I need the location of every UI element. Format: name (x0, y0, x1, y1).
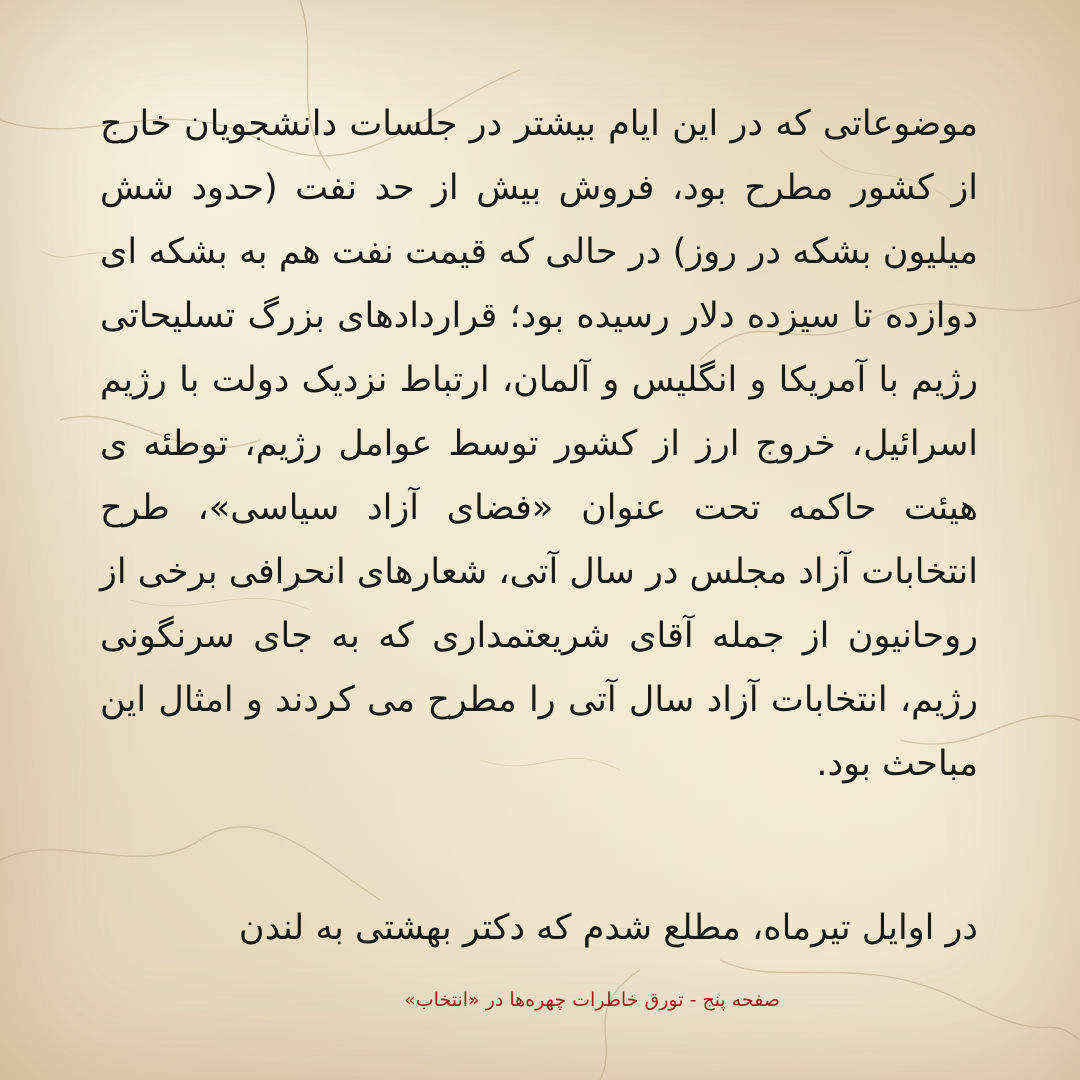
article-paragraph: موضوعاتی که در این ایام بیشتر در جلسات دانشجویان خارج از کشور مطرح بود، فروش بیش از حد نفت (حدود شش میلیون بشکه در روز) در حالی که قیمت نفت هم به بشکه ای دوازده تا سیزده دلار رسیده بود؛ قراردادهای بزرگ تسلیحاتی رژیم با آمریکا و انگلیس و آلمان، ارتباط نزدیک دولت با رژیم اسرائیل، خروج ارز از کشور توسط عوامل رژیم، توطئه ی هیئت حاکمه تحت عنوان «فضای آزاد سیاسی»، طرح انتخابات آزاد مجلس در سال آتی، شعارهای انحرافی برخی از روحانیون از جمله آقای شریعتمداری که به جای سرنگونی رژیم، انتخابات آزاد سال آتی را مطرح می کردند و امثال این مباحث بود. (100, 104, 978, 784)
article-paragraph-continuation: در اوایل تیرماه، مطلع شدم که دکتر بهشتی به لندن (238, 908, 978, 948)
page-caption: صفحه پنج - تورق خاطرات چهره‌ها در «انتخاب» (404, 989, 780, 1011)
